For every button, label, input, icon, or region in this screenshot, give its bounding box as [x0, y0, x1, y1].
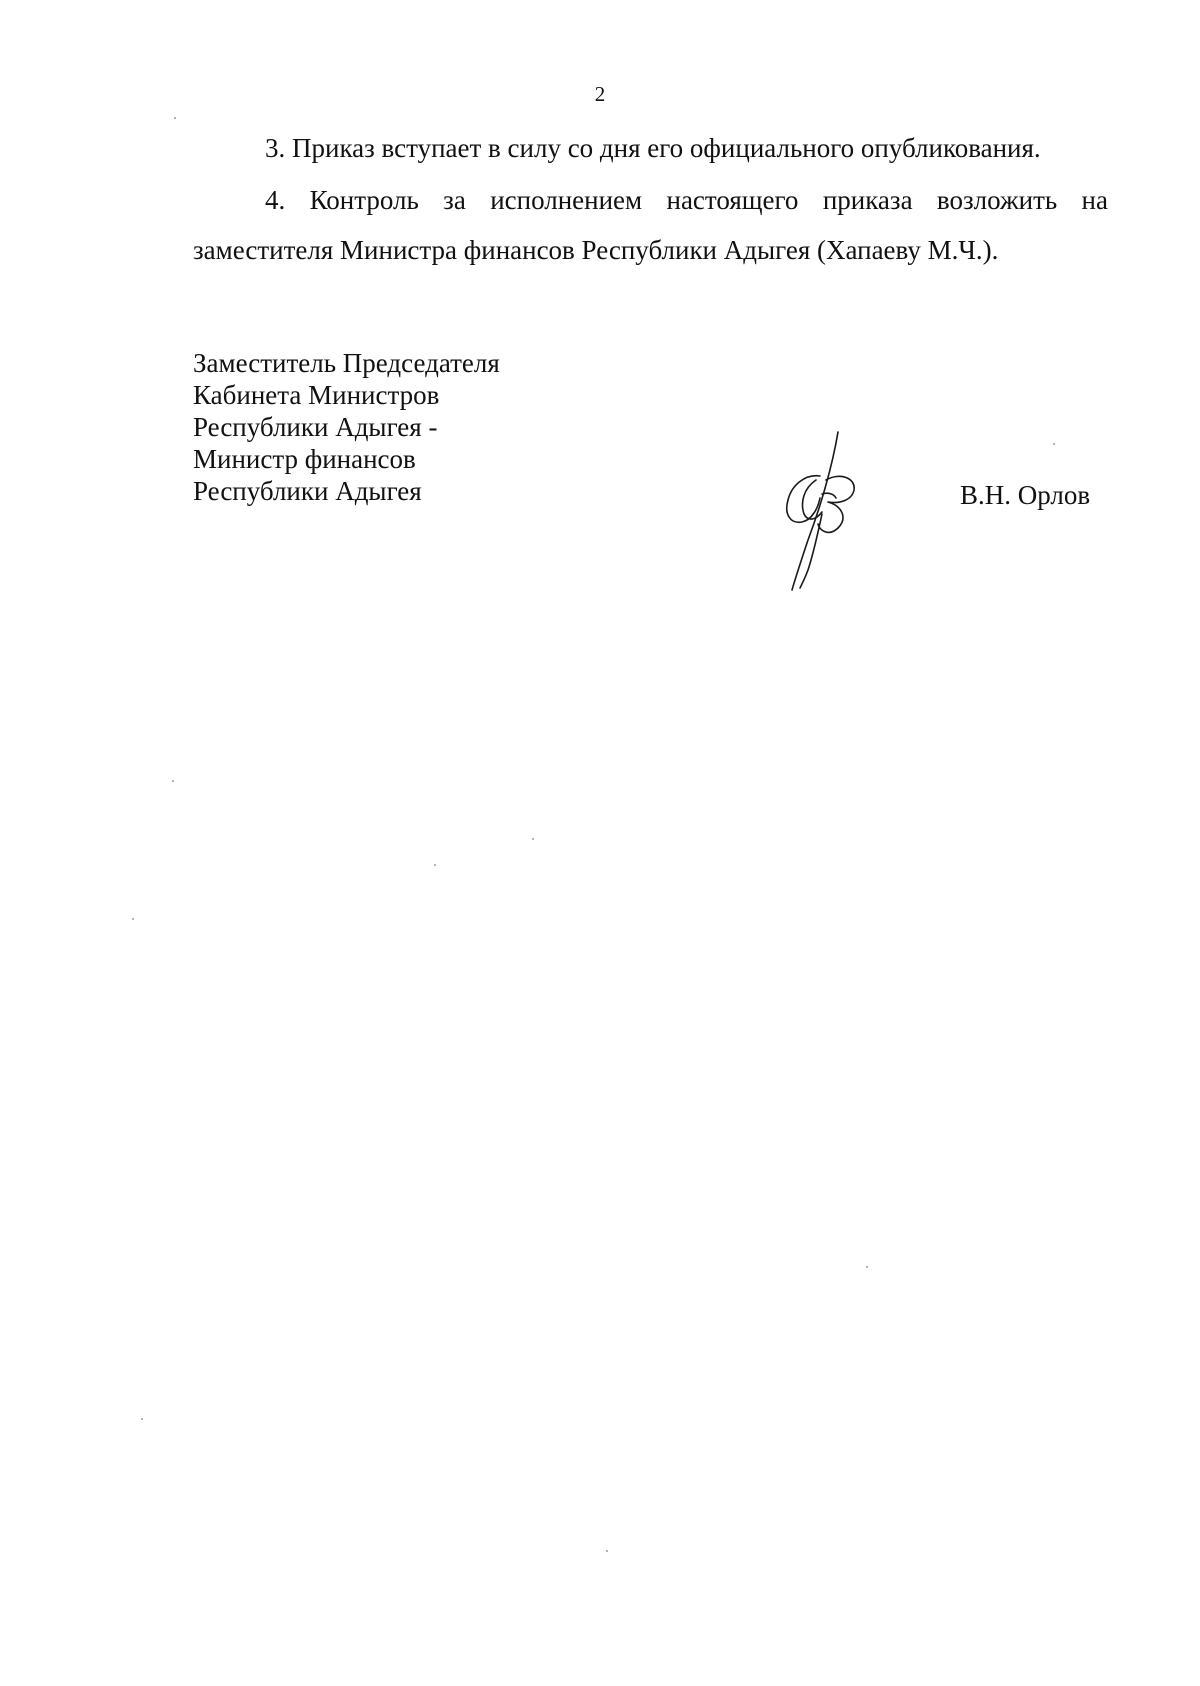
scan-speck	[532, 838, 534, 840]
position-line-1: Заместитель Председателя	[193, 348, 500, 378]
page-number: 2	[594, 82, 606, 106]
scan-speck	[174, 117, 176, 119]
position-line-5: Республики Адыгея	[193, 476, 422, 506]
signature-position-block	[193, 347, 500, 507]
scan-speck	[606, 1550, 608, 1552]
scan-speck	[866, 1266, 868, 1268]
scan-speck	[434, 864, 436, 866]
signer-name: В.Н. Орлов	[960, 480, 1091, 510]
position-line-3: Республики Адыгея -	[193, 412, 438, 442]
position-line-2: Кабинета Министров	[193, 380, 440, 410]
paragraph-item-3: 3. Приказ вступает в силу со дня его официального опубликования.	[265, 133, 1041, 163]
scan-speck	[132, 918, 134, 920]
scan-speck	[1053, 443, 1055, 445]
position-line-4: Министр финансов	[193, 444, 416, 474]
scan-speck	[141, 1418, 143, 1420]
handwritten-signature	[762, 428, 870, 592]
scan-speck	[172, 780, 174, 782]
paragraph-item-4: 4. Контроль за исполнением настоящего приказа возложить на заместителя Министра финансов Республики Адыгея (Хапаеву М.Ч.).	[193, 185, 1108, 265]
